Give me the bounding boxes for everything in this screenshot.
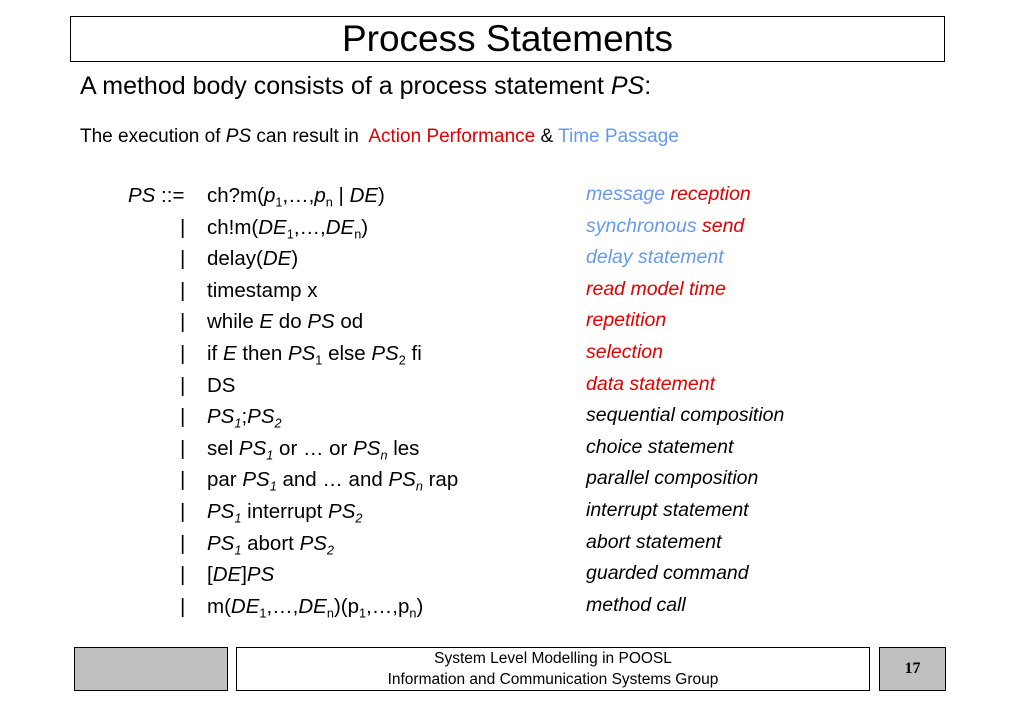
text-segment: p [263, 184, 276, 207]
text-segment: else [322, 342, 372, 365]
alternative-bar: | [180, 500, 186, 523]
subheading-amp: & [535, 126, 559, 147]
subscript: 1 [275, 194, 283, 210]
description-row [586, 528, 722, 559]
text-segment: guarded command [586, 562, 749, 585]
grammar-production [207, 212, 368, 243]
text-segment: PS [371, 342, 399, 365]
description-row [586, 275, 726, 306]
text-segment: method call [586, 593, 686, 616]
description-row [586, 591, 686, 622]
text-segment: DE [325, 215, 355, 239]
grammar-production [207, 275, 318, 306]
grammar-lhs: PS ::= [128, 184, 185, 207]
footer-left-panel [74, 647, 228, 691]
text-segment: par [207, 468, 243, 492]
text-segment: PS [299, 531, 327, 555]
description-row [586, 496, 749, 527]
description-row [586, 338, 663, 369]
subscript: 1 [359, 605, 367, 621]
grammar-production [207, 306, 363, 337]
heading-suffix: : [644, 72, 652, 100]
subscript: 1 [266, 447, 274, 463]
grammar-production [207, 433, 419, 464]
description-row [586, 243, 724, 274]
grammar-production [207, 559, 274, 590]
text-segment: ; [241, 405, 248, 429]
page-number-text: 17 [904, 660, 921, 677]
text-segment: E [222, 342, 237, 365]
alternative-bar: | [180, 468, 186, 492]
alternative-bar: | [180, 531, 186, 555]
heading-ps: PS [610, 72, 645, 100]
text-segment: les [387, 436, 420, 460]
text-segment: timestamp x [207, 278, 318, 302]
description-row [586, 212, 744, 243]
heading-prefix: A method body consists of a process statement [80, 72, 611, 100]
subheading-ps: PS [225, 126, 252, 147]
text-segment: PS [207, 405, 235, 429]
text-segment: while [207, 310, 260, 334]
grammar-production [207, 528, 334, 559]
text-segment: PS [207, 531, 235, 555]
text-segment: then [236, 342, 288, 365]
text-segment: sequential composition [586, 404, 785, 427]
subscript: 1 [234, 415, 242, 431]
text-segment: PS [328, 500, 356, 523]
subscript: n [409, 605, 417, 621]
page-number [879, 647, 946, 691]
text-segment: PS [242, 468, 270, 492]
subscript: 2 [326, 542, 334, 558]
text-segment: ) [416, 594, 424, 618]
text-segment: ,…,p [366, 594, 410, 618]
text-segment: fi [405, 342, 422, 365]
text-segment: data statement [586, 372, 715, 395]
text-segment: sel [207, 436, 239, 460]
subscript: n [415, 478, 423, 494]
text-segment: selection [586, 341, 663, 363]
text-segment: PS [307, 310, 335, 334]
text-segment: DE [349, 184, 379, 207]
grammar-production [207, 180, 385, 211]
text-segment: ,…, [293, 215, 326, 239]
subscript: n [326, 605, 334, 621]
text-segment: PS [353, 436, 381, 460]
grammar-production [207, 464, 458, 495]
text-segment: send [701, 214, 745, 237]
subscript: n [325, 194, 333, 210]
text-segment: PS [238, 436, 267, 460]
text-segment: DE [230, 594, 260, 618]
subscript: 1 [234, 542, 242, 558]
text-segment: read model time [586, 277, 726, 300]
text-segment: DE [212, 563, 242, 587]
text-segment: interrupt statement [586, 499, 749, 521]
text-segment: DE [298, 594, 327, 618]
alternative-bar: | [180, 215, 186, 239]
alternative-bar: | [180, 594, 186, 618]
description-row [586, 464, 758, 495]
heading [80, 72, 651, 101]
text-segment: message [586, 183, 671, 205]
text-segment: PS [207, 500, 235, 523]
description-row [586, 180, 751, 211]
text-segment: and … and [276, 468, 389, 492]
text-segment: p [314, 184, 326, 207]
text-segment: | [332, 184, 350, 207]
text-segment: synchronous [586, 214, 702, 237]
grammar-production [207, 496, 362, 527]
grammar-production [207, 243, 298, 274]
text-segment: od [334, 310, 364, 334]
text-segment: ch!m( [207, 215, 259, 239]
subscript: 1 [286, 226, 294, 242]
footer-center-panel [236, 647, 870, 691]
text-segment: PS [246, 563, 275, 587]
grammar-production [207, 338, 422, 369]
description-row [586, 401, 784, 432]
alternative-bar: | [180, 310, 186, 334]
alternative-bar: | [180, 247, 186, 271]
subscript: 1 [234, 510, 242, 526]
subscript: 2 [274, 415, 282, 431]
alternative-bar: | [180, 563, 186, 587]
subscript: n [354, 226, 362, 242]
text-segment: ) [378, 184, 385, 207]
grammar-production [207, 591, 423, 622]
slide-title-text: Process Statements [341, 18, 674, 59]
text-segment: reception [670, 183, 751, 205]
text-segment: parallel composition [586, 467, 759, 490]
text-segment: ch?m( [207, 184, 264, 207]
text-segment: if [207, 342, 223, 365]
description-row [586, 433, 733, 464]
text-segment: DE [258, 215, 287, 239]
subscript: 2 [355, 510, 363, 526]
text-segment: abort statement [586, 530, 722, 553]
action-performance-label: Action Performance [368, 126, 536, 147]
text-segment: PS [247, 405, 275, 429]
subheading [80, 126, 679, 148]
subscript: 2 [398, 352, 406, 368]
text-segment: choice statement [586, 435, 734, 458]
grammar-production [207, 370, 235, 401]
subscript: 1 [315, 352, 323, 368]
text-segment: repetition [586, 309, 667, 332]
subheading-prefix: The execution of [80, 126, 226, 147]
text-segment: [ [207, 563, 213, 587]
subscript: 1 [269, 478, 277, 494]
alternative-bar: | [180, 342, 186, 365]
text-segment: PS [388, 468, 416, 492]
description-row [586, 306, 666, 337]
footer-line-1: System Level Modelling in POOSL [434, 650, 672, 667]
text-segment: ,…, [266, 594, 299, 618]
text-segment: ) [291, 247, 299, 271]
grammar-production [207, 401, 282, 432]
alternative-bar: | [180, 405, 186, 429]
text-segment: interrupt [241, 500, 329, 523]
text-segment: or … or [273, 436, 354, 460]
text-segment: )(p [333, 594, 359, 618]
description-row [586, 559, 749, 590]
text-segment: m( [207, 594, 231, 618]
footer-line-2: Information and Communication Systems Group [387, 671, 719, 688]
text-segment: delay( [207, 247, 263, 271]
text-segment: delay statement [586, 246, 724, 269]
text-segment: abort [241, 531, 300, 555]
slide-title [70, 16, 945, 62]
text-segment: DE [262, 247, 292, 271]
text-segment: E [259, 310, 274, 334]
text-segment: rap [422, 468, 459, 492]
time-passage-label: Time Passage [558, 126, 679, 147]
description-row [586, 370, 715, 401]
subscript: n [380, 447, 388, 463]
text-segment: DS [207, 373, 236, 397]
subheading-middle: can result in [251, 126, 369, 147]
alternative-bar: | [180, 373, 186, 397]
text-segment: do [273, 310, 308, 334]
subscript: 1 [259, 605, 267, 621]
text-segment: PS [287, 342, 316, 365]
text-segment: ) [361, 215, 369, 239]
text-segment: ,…, [282, 184, 315, 207]
alternative-bar: | [180, 278, 186, 302]
alternative-bar: | [180, 436, 186, 460]
text-segment: ] [241, 563, 247, 587]
